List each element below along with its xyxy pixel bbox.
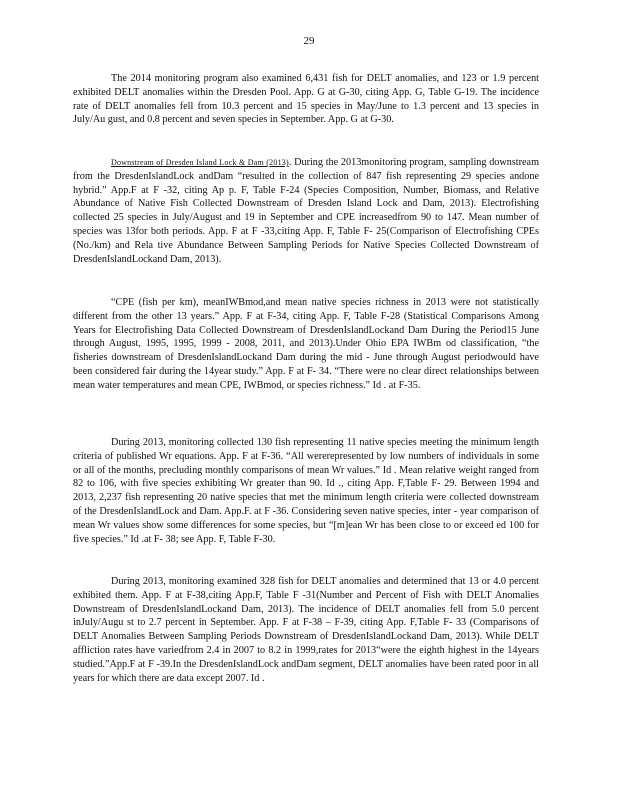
paragraph-text: “CPE (fish per km), meanIWBmod,and mean native species richness in 2013 were not statistically different from the other 13 years.” App. F at F-34, citing App. F, Table F-28 (Statistical Comparisons Among Years for Electrofishing Data Collected Downstream of DresdenIslandLockand Dam During the Period15 June through August, 1995, 1995, 1999 - 2008, 2011, and 2013).Under Ohio EPA IWBm od classification, “the fisheries downstream of DresdenIslandLockand Dam during the mid - June through August periodwould have been considered fair during the 14year study.” App. F at F- 34. “There were no clear direct relationships between mean water temperatures and mean CPE, IWBmod, or species richness.” Id . at F-35. bbox=[73, 297, 539, 391]
section-heading: Downstream of Dresden Island Lock & Dam (2013) bbox=[111, 158, 289, 167]
paragraph-downstream-2013 bbox=[73, 156, 539, 266]
paragraph-text: During 2013, monitoring examined 328 fish for DELT anomalies and determined that 13 or 4.0 percent exhibited them. App. F at F-38,citing App.F, Table F -31(Number and Percent of Fish with DELT Anomalies Downstream of DresdenIslandLockand Dam, 2013). The incidence of DELT anomalies fell from 5.0 percent inJuly/Augu st to 2.7 percent in September. App. F at F-38 – F-39, citing App. F,Table F- 33 (Comparisons of DELT Anomalies Between Sampling Periods Downstream of DresdenIslandLockand Dam, 2013). While DELT affliction rates have variedfrom 2.4 in 2007 to 8.2 in 1999,rates for 2013“were the eighth highest in the 14years studied.”App.F at F -39.In the DresdenIslandLock andDam segment, DELT anomalies have been rated poor in all years for which there are data except 2007. Id . bbox=[73, 576, 539, 684]
paragraph-text: . During the 2013monitoring program, sampling downstream from the DresdenIslandLock andDam “resulted in the collection of 847 fish representing 29 species andone hybrid.” App.F at F -32, citing Ap p. F, Table F-24 (Species Composition, Number, Biomass, and Relative Abundance of Native Fish Collected Downstream of Dresden Island Lock and Dam, 2013). Electrofishing collected 25 species in July/August and 19 in September and CPE increasedfrom 90 to 147. Mean number of species was 13for both periods. App. F at F -33,citing App. F, Table F- 25(Comparison of Electrofishing CPEs (No./km) and Rela tive Abundance Between Sampling Periods for Native Species Collected Downstream of DresdenIslandLockand Dam, 2013). bbox=[73, 157, 539, 265]
paragraph-cpe bbox=[73, 296, 539, 393]
paragraph-delt-2014 bbox=[73, 72, 539, 127]
paragraph-text: During 2013, monitoring collected 130 fish representing 11 native species meeting the minimum length criteria of published Wr equations. App. F at F-36. “All wererepresented by low numbers of individuals in some or all of the months, precluding monthly comparisons of mean Wr values.” Id . Mean relative weight ranged from 82 to 106, with five species exhibiting Wr greater than 90. Id ., citing App. F,Table F- 29. Between 1994 and 2013, 2,237 fish representing 20 native species that met the minimum length criteria were collected downstream of the DresdenIslandLock and Dam. App.F. at F -36. Considering seven native species, inter - year comparison of mean Wr values show some differences for some species, but “[m]ean Wr has been close to or exceed ed 100 for five species.” Id .at F- 38; see App. F, Table F-30. bbox=[73, 437, 539, 545]
page-number: 29 bbox=[303, 35, 315, 47]
paragraph-relative-weight bbox=[73, 436, 539, 546]
paragraph-delt-2013 bbox=[73, 575, 539, 685]
paragraph-text: The 2014 monitoring program also examined 6,431 fish for DELT anomalies, and 123 or 1.9 percent exhibited DELT anomalies within the Dresden Pool. App. G at G-30, citing App. G, Table G-19. The incidence rate of DELT anomalies fell from 10.3 percent and 15 species in May/June to 1.3 percent and 13 species in July/Au gust, and 0.8 percent and seven species in September. App. G at G-30. bbox=[73, 73, 539, 126]
